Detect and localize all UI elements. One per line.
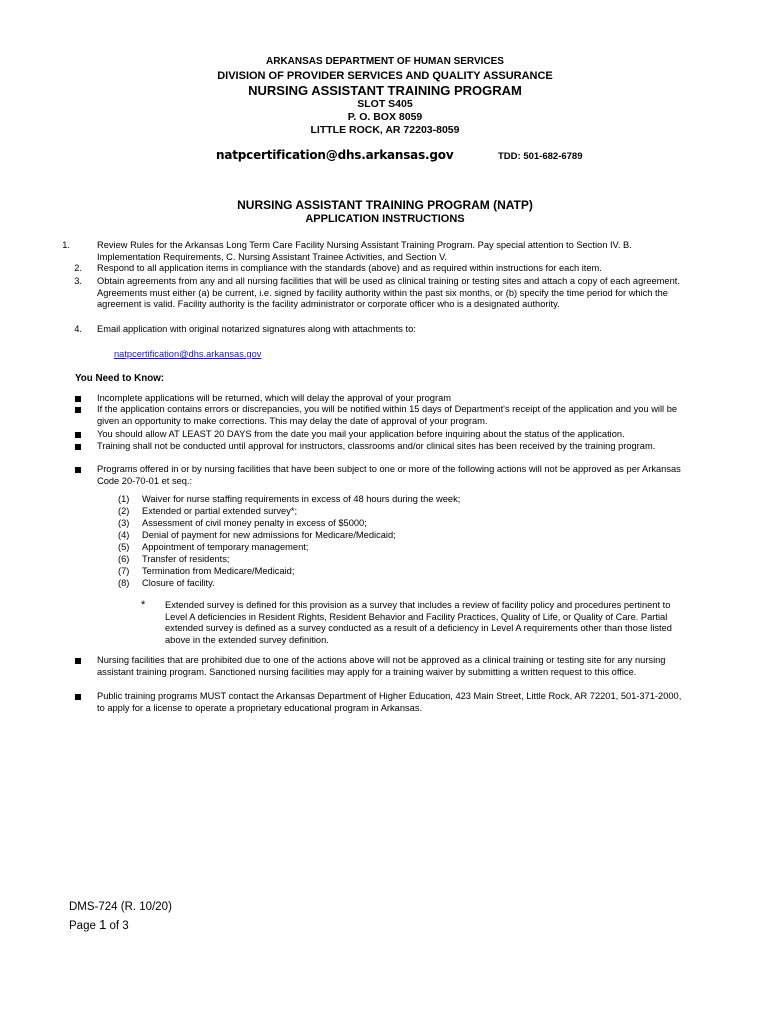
action-item xyxy=(118,554,618,566)
header-tdd: TDD: 501-682-6789 xyxy=(498,151,583,162)
instruction-text: Respond to all application items in compliance with the standards (above) and as required within instructions for each item. xyxy=(97,263,602,273)
action-text: Assessment of civil money penalty in excess of $5000; xyxy=(142,518,367,528)
instruction-number: 3. xyxy=(74,276,82,286)
action-text: Termination from Medicare/Medicaid; xyxy=(142,566,295,576)
action-number: (7) xyxy=(118,566,130,576)
instruction-number: 4. xyxy=(74,324,82,334)
instruction-text: Email application with original notarized signatures along with attachments to: xyxy=(97,324,416,334)
bullet-icon xyxy=(75,432,81,438)
action-item xyxy=(118,542,618,554)
instruction-text: Obtain agreements from any and all nursing facilities that will be used as clinical training or testing sites and attach a copy of each agreement. Agreements must either (a) be current, i.e. signed by facility authority within the past six months, or (b) specify the time period for which the agreement is valid. Facility authority is the facility administrator or corporate officer who is a designated authority. xyxy=(97,276,680,309)
page-number xyxy=(69,917,129,932)
bullet-icon xyxy=(75,444,81,450)
bullet-icon xyxy=(75,407,81,413)
list-item-text: Training shall not be conducted until approval for instructors, classrooms and/or clinical sites has been received by the training program. xyxy=(97,441,656,451)
division-name: DIVISION OF PROVIDER SERVICES AND QUALITY ASSURANCE xyxy=(217,70,553,82)
action-text: Appointment of temporary management; xyxy=(142,542,309,552)
action-item xyxy=(118,494,618,506)
action-number: (6) xyxy=(118,554,130,564)
action-number: (4) xyxy=(118,530,130,540)
footnote-text: Extended survey is defined for this provision as a survey that includes a review of facility policy and procedures pertinent to Level A deficiencies in Resident Rights, Resident Behavior and Facility Practices, Quality of Life, or Quality of Care. Partial extended survey is defined as a survey conducted as a result of a deficiency in Level A requirements other than those listed above in the extended survey definition. xyxy=(165,600,672,645)
list-item-text: Incomplete applications will be returned, which will delay the approval of your program xyxy=(97,393,451,403)
document-subtitle: APPLICATION INSTRUCTIONS xyxy=(305,213,465,225)
address-po-box: P. O. BOX 8059 xyxy=(347,111,423,123)
footnote-asterisk: * xyxy=(141,599,146,611)
action-item xyxy=(118,530,618,542)
form-identifier: DMS-724 (R. 10/20) xyxy=(69,901,172,913)
page-prefix: Page xyxy=(69,920,100,932)
action-number: (1) xyxy=(118,494,130,504)
list-item-text: Nursing facilities that are prohibited due to one of the actions above will not be approved as a clinical training or testing site for any nursing assistant training program. Sanctioned nursing facilities may apply for a training waiver by submitting a written request to this office. xyxy=(97,655,666,677)
action-item xyxy=(118,566,618,578)
action-number: (2) xyxy=(118,506,130,516)
action-item xyxy=(118,518,618,530)
document-title: NURSING ASSISTANT TRAINING PROGRAM (NATP) xyxy=(237,198,533,212)
address-city: LITTLE ROCK, AR 72203-8059 xyxy=(310,124,460,136)
page-suffix: of 3 xyxy=(106,920,129,932)
list-item-text: Public training programs MUST contact the Arkansas Department of Higher Education, 423 Main Street, Little Rock, AR 72201, 501-371-2000, to apply for a license to operate a proprietary educational program in Arkansas. xyxy=(97,691,682,713)
bullet-icon xyxy=(75,658,81,664)
need-to-know-heading: You Need to Know: xyxy=(75,373,165,384)
action-text: Closure of facility. xyxy=(142,578,215,588)
action-number: (3) xyxy=(118,518,130,528)
instruction-number: 2. xyxy=(74,263,82,273)
address-slot: SLOT S405 xyxy=(357,98,413,110)
instruction-number: 1. xyxy=(62,240,70,250)
bullet-icon xyxy=(75,467,81,473)
page-current: 1 xyxy=(99,917,107,932)
application-email-link[interactable]: natpcertification@dhs.arkansas.gov xyxy=(114,349,262,359)
list-item-text: Programs offered in or by nursing facilities that have been subject to one or more of the following actions will not be approved as per Arkansas Code 20-70-01 et seq.: xyxy=(97,464,681,486)
agency-name: ARKANSAS DEPARTMENT OF HUMAN SERVICES xyxy=(266,56,504,67)
program-name: NURSING ASSISTANT TRAINING PROGRAM xyxy=(248,83,522,98)
bullet-icon xyxy=(75,396,81,402)
list-item-text: If the application contains errors or discrepancies, you will be notified within 15 days of Department's receipt of the application and you will be given an opportunity to make corrections. This may delay the date of approval of your program. xyxy=(97,404,678,426)
action-number: (8) xyxy=(118,578,130,588)
action-number: (5) xyxy=(118,542,130,552)
header-email: natpcertification@dhs.arkansas.gov xyxy=(216,148,454,162)
action-text: Extended or partial extended survey*; xyxy=(142,506,298,516)
bullet-icon xyxy=(75,694,81,700)
action-item xyxy=(118,578,618,590)
instruction-text: Review Rules for the Arkansas Long Term Care Facility Nursing Assistant Training Program. Pay special attention to Section IV. B. Implementation Requirements, C. Nursing Assistant Trainee Activities, and Section V. xyxy=(97,240,632,262)
action-text: Waiver for nurse staffing requirements in excess of 48 hours during the week; xyxy=(142,494,461,504)
action-item xyxy=(118,506,618,518)
action-text: Transfer of residents; xyxy=(142,554,230,564)
action-text: Denial of payment for new admissions for Medicare/Medicaid; xyxy=(142,530,396,540)
list-item-text: You should allow AT LEAST 20 DAYS from the date you mail your application before inquiring about the status of the application. xyxy=(97,429,625,439)
